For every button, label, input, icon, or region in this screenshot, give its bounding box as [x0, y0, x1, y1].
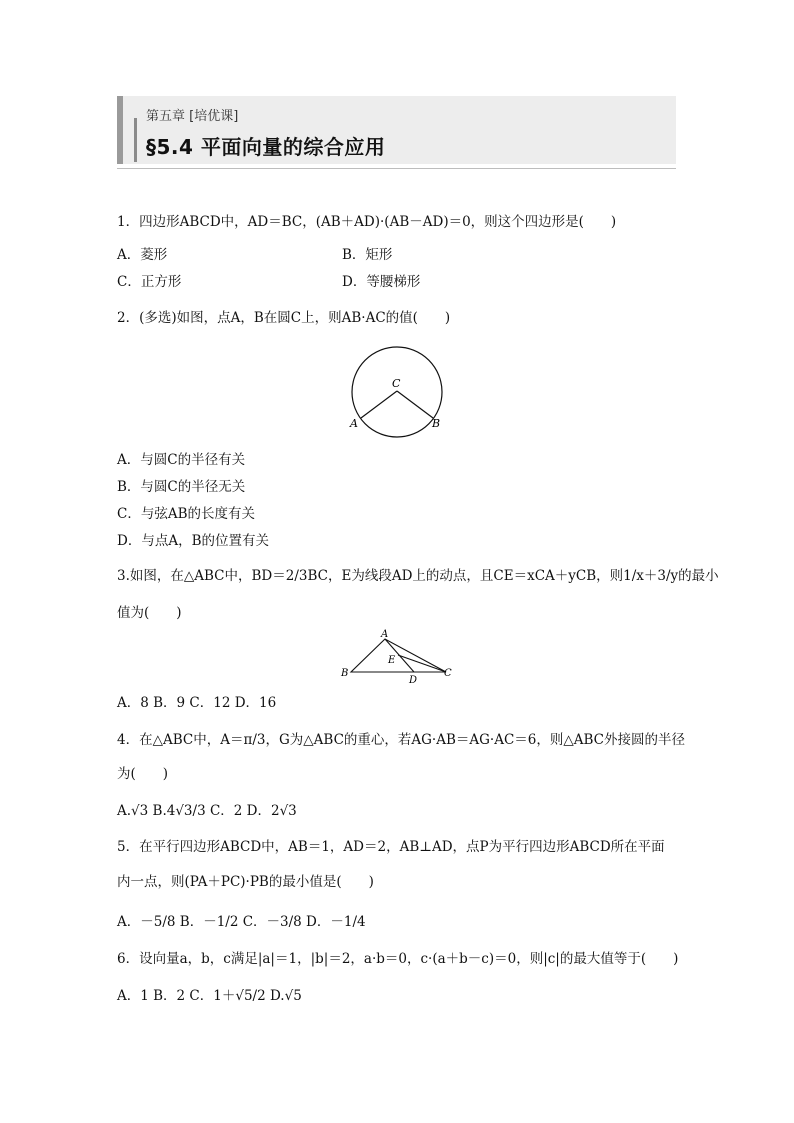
label-e: E — [388, 655, 396, 666]
q2-option-d: D．与点A，B的位置有关 — [117, 533, 269, 549]
q5-stem-line2: 内一点，则(PA＋PC)·PB的最小值是( ) — [117, 874, 374, 890]
q3-triangle-figure — [338, 626, 458, 686]
q1-option-b: B．矩形 — [342, 247, 393, 263]
radius-ca — [361, 391, 397, 418]
label-d: D — [409, 675, 418, 686]
q5-options: A．－5/8 B．－1/2 C．－3/8 D．－1/4 — [117, 914, 366, 930]
q2-stem: 2．(多选)如图，点A，B在圆C上，则AB·AC的值( ) — [117, 310, 451, 326]
q5-stem-line1: 5．在平行四边形ABCD中，AB＝1，AD＝2，AB⊥AD，点P为平行四边形ABCD所在平面 — [117, 839, 665, 855]
q6-options: A．1 B．2 C．1＋√5/2 D.√5 — [117, 988, 302, 1004]
label-b: B — [341, 668, 349, 679]
q4-options: A.√3 B.4√3/3 C．2 D．2√3 — [117, 803, 297, 819]
q1-option-d: D．等腰梯形 — [342, 274, 421, 290]
q1-stem: 1．四边形ABCD中，AD＝BC，(AB＋AD)·(AB－AD)＝0，则这个四边形是( ) — [117, 214, 617, 230]
q2-option-b: B．与圆C的半径无关 — [117, 479, 246, 495]
label-b: B — [432, 417, 441, 430]
chapter-label: 第五章 [培优课] — [146, 109, 239, 124]
q1-option-a: A．菱形 — [117, 247, 168, 263]
label-a: A — [350, 417, 358, 430]
q3-stem-line1: 3.如图，在△ABC中，BD＝2/3BC，E为线段AD上的动点，且CE＝xCA＋yCB，则1/x＋3/y的最小 — [117, 568, 719, 584]
header-title-bar — [134, 118, 137, 162]
q3-options: A．8 B．9 C．12 D．16 — [117, 695, 277, 711]
circle-c — [352, 347, 442, 437]
q2-circle-figure — [340, 345, 460, 445]
segment-ce — [398, 655, 446, 672]
label-a: A — [381, 629, 389, 640]
q6-stem: 6．设向量a，b，c满足|a|＝1，|b|＝2，a·b＝0，c·(a＋b－c)＝0，则|c|的最大值等于( ) — [117, 951, 679, 967]
q2-option-a: A．与圆C的半径有关 — [117, 452, 246, 468]
label-c: C — [444, 668, 452, 679]
label-c: C — [392, 377, 401, 390]
q3-stem-line2: 值为( ) — [117, 605, 182, 621]
section-header — [117, 96, 676, 170]
radius-cb — [397, 391, 433, 418]
section-title: §5.4 平面向量的综合应用 — [146, 135, 386, 159]
q2-option-c: C．与弦AB的长度有关 — [117, 506, 255, 522]
header-divider — [117, 168, 676, 169]
header-accent-bar — [117, 96, 123, 164]
q4-stem-line1: 4．在△ABC中，A＝π/3，G为△ABC的重心，若AG·AB＝AG·AC＝6，则△ABC外接圆的半径 — [117, 732, 686, 748]
q4-stem-line2: 为( ) — [117, 766, 169, 782]
q1-option-c: C．正方形 — [117, 274, 182, 290]
